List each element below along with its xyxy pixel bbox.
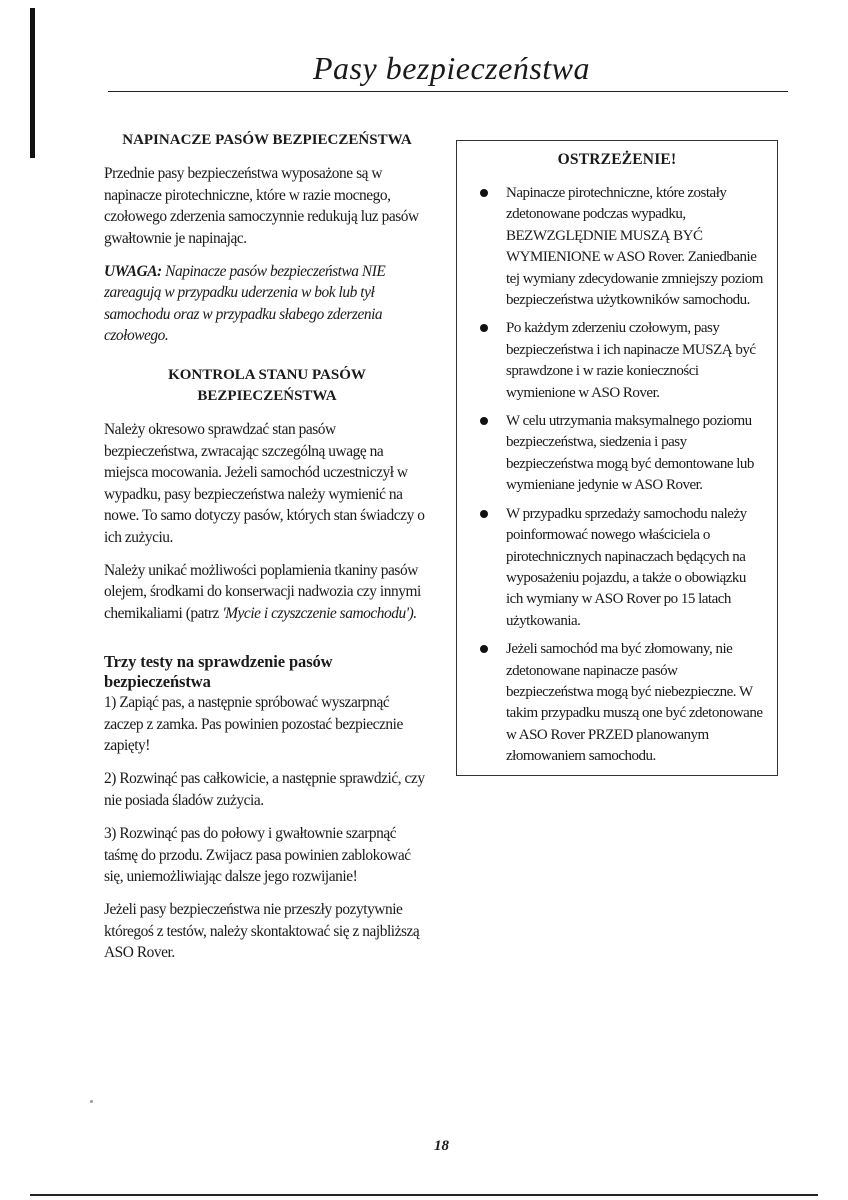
stain-warning-text: [104, 560, 430, 624]
bullet-icon: [480, 417, 488, 425]
bullet-icon: [480, 189, 488, 197]
tests-heading: Trzy testy na sprawdzenie pasów bezpieczeństwa: [104, 652, 333, 692]
warning-title: OSTRZEŻENIE!: [557, 151, 677, 168]
page-edge-bar: [30, 8, 35, 158]
stain-warning-main: Należy unikać możliwości poplamienia tkaniny pasów olejem, środkami do konserwacji nadwozia czy innymi chemikaliami (patrz: [104, 561, 421, 622]
warning-box: [456, 140, 778, 776]
test-2: 2) Rozwinąć pas całkowicie, a następnie sprawdzić, czy nie posiada śladów zużycia.: [104, 770, 425, 809]
closing-text: Jeżeli pasy bezpieczeństwa nie przeszły pozytywnie któregoś z testów, należy skontaktować się z najbliższą ASO Rover.: [104, 901, 420, 962]
warning-item: W przypadku sprzedaży samochodu należy poinformować nowego właściciela o pirotechnicznych napinaczach będących na wyposażeniu pojazdu, a także o obowiązku ich wymiany w ASO Rover po 15 latach użytkowania.: [457, 504, 777, 632]
inspection-text: Należy okresowo sprawdzać stan pasów bezpieczeństwa, zwracając szczególną uwagę na miejsca mocowania. Jeżeli samochód uczestniczył w wypadku, pasy bezpieczeństwa należy wymienić na nowe. To samo dotyczy pasów, których stan świadczy o ich zużyciu.: [104, 421, 425, 546]
bullet-icon: [480, 324, 488, 332]
cleaning-reference: 'Mycie i czyszczenie samochodu').: [222, 604, 417, 622]
warning-item: Jeżeli samochód ma być złomowany, nie zdetonowane napinacze pasów bezpieczeństwa mogą być niebezpieczne. W takim przypadku muszą one być zdetonowane w ASO Rover PRZED planowanym złomowaniem samochodu.: [457, 639, 777, 767]
bullet-icon: [480, 645, 488, 653]
pretensioners-text: Przednie pasy bezpieczeństwa wyposażone są w napinacze pirotechniczne, które w razie mocnego, czołowego zderzenia samoczynnie redukują luz pasów gwałtownie je napinając.: [104, 165, 419, 247]
note-label: UWAGA:: [104, 263, 162, 281]
bullet-icon: [480, 510, 488, 518]
warning-list: [457, 183, 777, 768]
page-number: 18: [434, 1138, 449, 1154]
left-column: [104, 130, 430, 976]
warning-item: Napinacze pirotechniczne, które zostały zdetonowane podczas wypadku, BEZWZGLĘDNIE MUSZĄ BYĆ WYMIENIONE w ASO Rover. Zaniedbanie tej wymiany zdecydowanie zmniejszy poziom bezpieczeństwa użytkowników samochodu.: [457, 183, 777, 311]
section-heading-pretensioners: NAPINACZE PASÓW BEZPIECZEŃSTWA: [122, 132, 412, 148]
bottom-rule: [30, 1194, 818, 1196]
note-paragraph: [104, 261, 430, 347]
warning-item: Po każdym zderzeniu czołowym, pasy bezpieczeństwa i ich napinacze MUSZĄ być sprawdzone i w razie konieczności wymienione w ASO Rover.: [457, 318, 777, 404]
warning-item: W celu utrzymania maksymalnego poziomu bezpieczeństwa, siedzenia i pasy bezpieczeństwa mogą być demontowane lub wymieniane jedynie w ASO Rover.: [457, 411, 777, 497]
test-1: 1) Zapiąć pas, a następnie spróbować wyszarpnąć zaczep z zamka. Pas powinien pozostać bezpiecznie zapięty!: [104, 694, 403, 754]
scan-speck: [90, 1100, 93, 1103]
note-text: Napinacze pasów bezpieczeństwa NIE zareagują w przypadku uderzenia w bok lub tył samochodu oraz w przypadku słabego zderzenia czołowego.: [104, 263, 386, 345]
title-rule: [108, 91, 788, 92]
section-heading-inspection: KONTROLA STANU PASÓW BEZPIECZEŃSTWA: [168, 366, 366, 405]
page-title: Pasy bezpieczeństwa: [313, 50, 590, 86]
test-3: 3) Rozwinąć pas do połowy i gwałtownie szarpnąć taśmę do przodu. Zwijacz pasa powinien zablokować się, uniemożliwiając dalsze jego rozwijanie!: [104, 825, 411, 885]
